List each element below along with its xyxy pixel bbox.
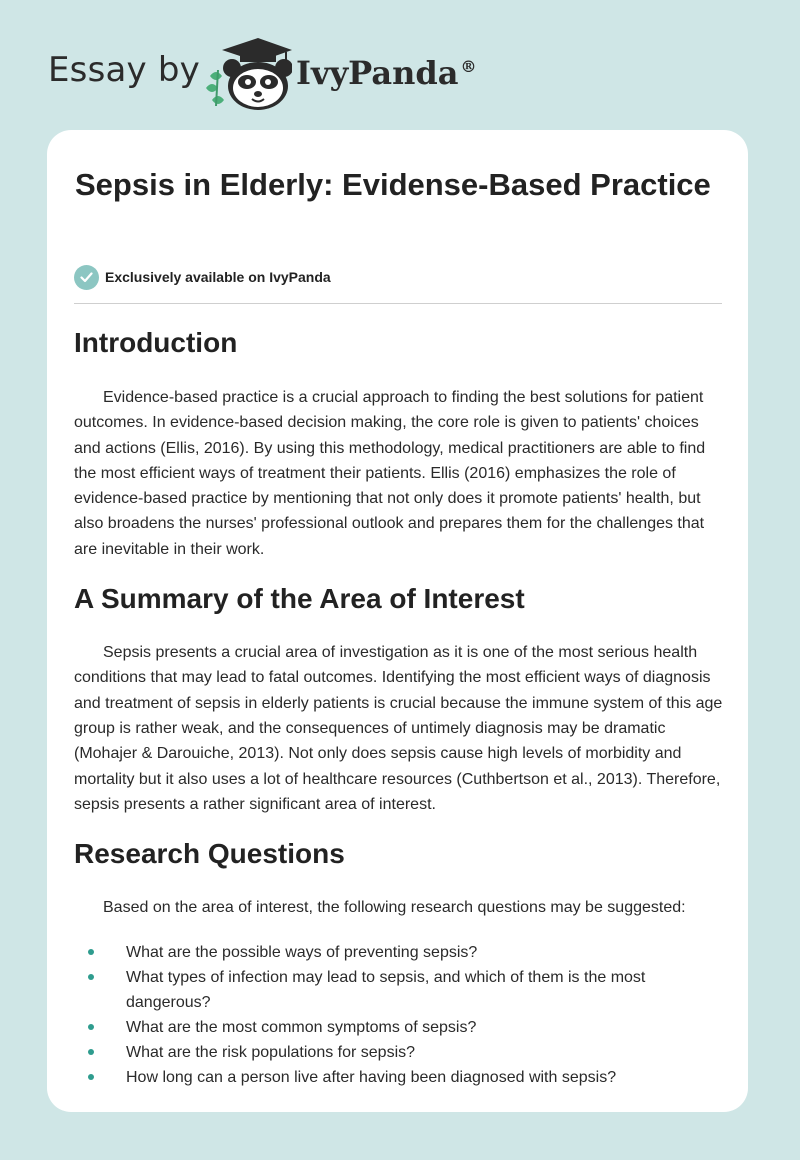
brand-name[interactable]	[296, 54, 476, 92]
section-heading-introduction: Introduction	[74, 327, 238, 358]
exclusive-badge	[74, 264, 331, 290]
section-paragraph-introduction: Evidence-based practice is a crucial approach to finding the best solutions for patient outcomes. In evidence-based decision making, the core role is given to patients' choices and actions (Ellis, 2016). By using this methodology, medical practitioners are able to find the most efficient ways of treatment their patients. Ellis (2016) emphasizes the role of evidence-based practice by mentioning that not only does it promote patients' health, but also broadens the nurses' professional outlook and prepares them for the challenges that are inevitable in their work.	[74, 389, 706, 558]
list-item-text: What are the risk populations for sepsis?	[126, 1044, 416, 1062]
bullet-icon	[88, 949, 94, 955]
research-questions-list	[74, 940, 724, 1090]
section-paragraph-research-questions: Based on the area of interest, the following research questions may be suggested:	[103, 899, 686, 917]
list-item	[74, 965, 724, 1015]
site-header	[0, 0, 800, 130]
list-item-text: What are the possible ways of preventing sepsis?	[126, 944, 478, 962]
section-heading-research-questions: Research Questions	[74, 838, 345, 870]
list-item-text: What types of infection may lead to sepsis, and which of them is the most dangerous?	[126, 969, 646, 1012]
list-item	[74, 940, 724, 965]
brand-name-text: IvyPanda	[296, 54, 459, 92]
title-divider	[74, 303, 722, 304]
list-item-text: How long can a person live after having been diagnosed with sepsis?	[126, 1069, 617, 1087]
section-paragraph-area-of-interest: Sepsis presents a crucial area of investigation as it is one of the most serious health conditions that may lead to fatal outcomes. Identifying the most efficient ways of diagnosis and treatment of sepsis in elderly patients is crucial because the immune system of this age group is rather weak, and the consequences of untimely diagnosis may be dramatic (Mohajer & Darouiche, 2013). Not only does sepsis cause high levels of morbidity and mortality but it also uses a lot of healthcare resources (Cuthbertson et al., 2013). Therefore, sepsis presents a rather significant area of interest.	[74, 644, 723, 813]
essay-body	[74, 326, 724, 1090]
essay-by-label: Essay by	[48, 50, 200, 90]
bullet-icon	[88, 1074, 94, 1080]
essay-card	[47, 130, 748, 1112]
list-item	[74, 1065, 724, 1090]
list-item	[74, 1015, 724, 1040]
check-icon	[74, 265, 99, 290]
essay-title: Sepsis in Elderly: Evidense-Based Practice	[75, 167, 711, 202]
exclusive-label: Exclusively available on IvyPanda	[105, 269, 331, 285]
bullet-icon	[88, 1024, 94, 1030]
list-item-text: What are the most common symptoms of sepsis?	[126, 1019, 477, 1037]
list-item	[74, 1040, 724, 1065]
bullet-icon	[88, 974, 94, 980]
panda-logo-icon[interactable]	[200, 36, 292, 112]
bullet-icon	[88, 1049, 94, 1055]
section-heading-area-of-interest: A Summary of the Area of Interest	[74, 583, 525, 615]
registered-mark: ®	[460, 57, 477, 77]
